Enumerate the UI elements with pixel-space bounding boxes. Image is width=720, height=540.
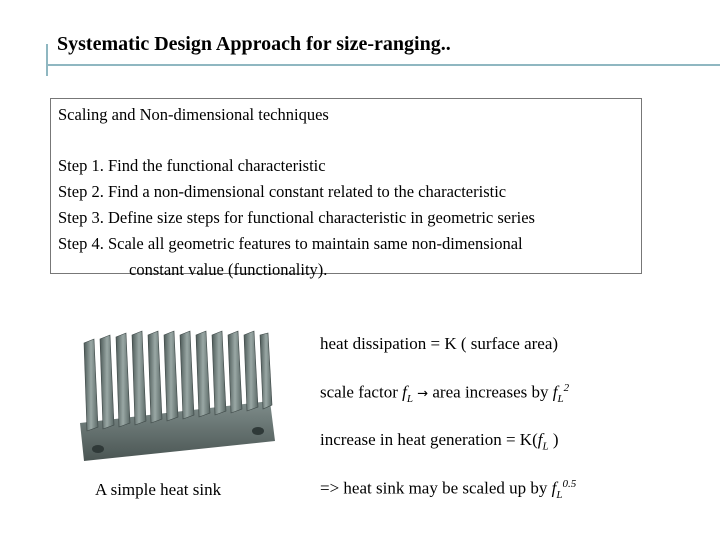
title-accent-bar — [46, 44, 48, 76]
step-4-continuation: constant value (functionality). — [129, 260, 328, 279]
image-caption: A simple heat sink — [95, 480, 222, 499]
equation-heat-dissipation: heat dissipation = K ( surface area) — [320, 334, 559, 353]
steps-box — [50, 98, 642, 279]
eq2-middle: area increases by — [428, 382, 553, 402]
equation-scale-factor — [320, 382, 569, 405]
eq3-suffix: ) — [548, 430, 559, 449]
step-2: Step 2. Find a non-dimensional constant related to the characteristic — [58, 182, 507, 201]
eq3-prefix: increase in heat generation = K( — [320, 430, 538, 449]
eq4-f: f — [551, 478, 557, 498]
eq2-f2: f — [552, 382, 558, 402]
eq2-sub2: L — [557, 393, 564, 406]
eq2-sub: L — [406, 393, 413, 406]
steps-list — [58, 153, 535, 283]
eq4-sub: L — [556, 489, 563, 502]
equation-scale-up — [320, 478, 576, 501]
step-3: Step 3. Define size steps for functional characteristic in geometric series — [58, 208, 535, 227]
eq2-exp: 2 — [563, 382, 570, 394]
step-1: Step 1. Find the functional characteristic — [58, 156, 326, 175]
slide-title: Systematic Design Approach for size-ranging.. — [57, 33, 451, 55]
eq3-f: f — [537, 430, 543, 449]
equation-heat-generation — [320, 430, 559, 452]
heat-sink-image — [70, 323, 282, 463]
eq2-f: f — [402, 382, 407, 402]
eq4-prefix: => heat sink may be scaled up by — [320, 478, 552, 498]
step-4: Step 4. Scale all geometric features to maintain same non-dimensional — [58, 234, 523, 253]
title-underline — [46, 64, 720, 66]
box-heading: Scaling and Non-dimensional techniques — [58, 105, 329, 124]
eq3-sub: L — [542, 440, 549, 453]
eq4-exp: 0.5 — [562, 478, 577, 490]
right-arrow-icon: → — [417, 386, 429, 402]
eq2-prefix: scale factor — [320, 382, 403, 402]
